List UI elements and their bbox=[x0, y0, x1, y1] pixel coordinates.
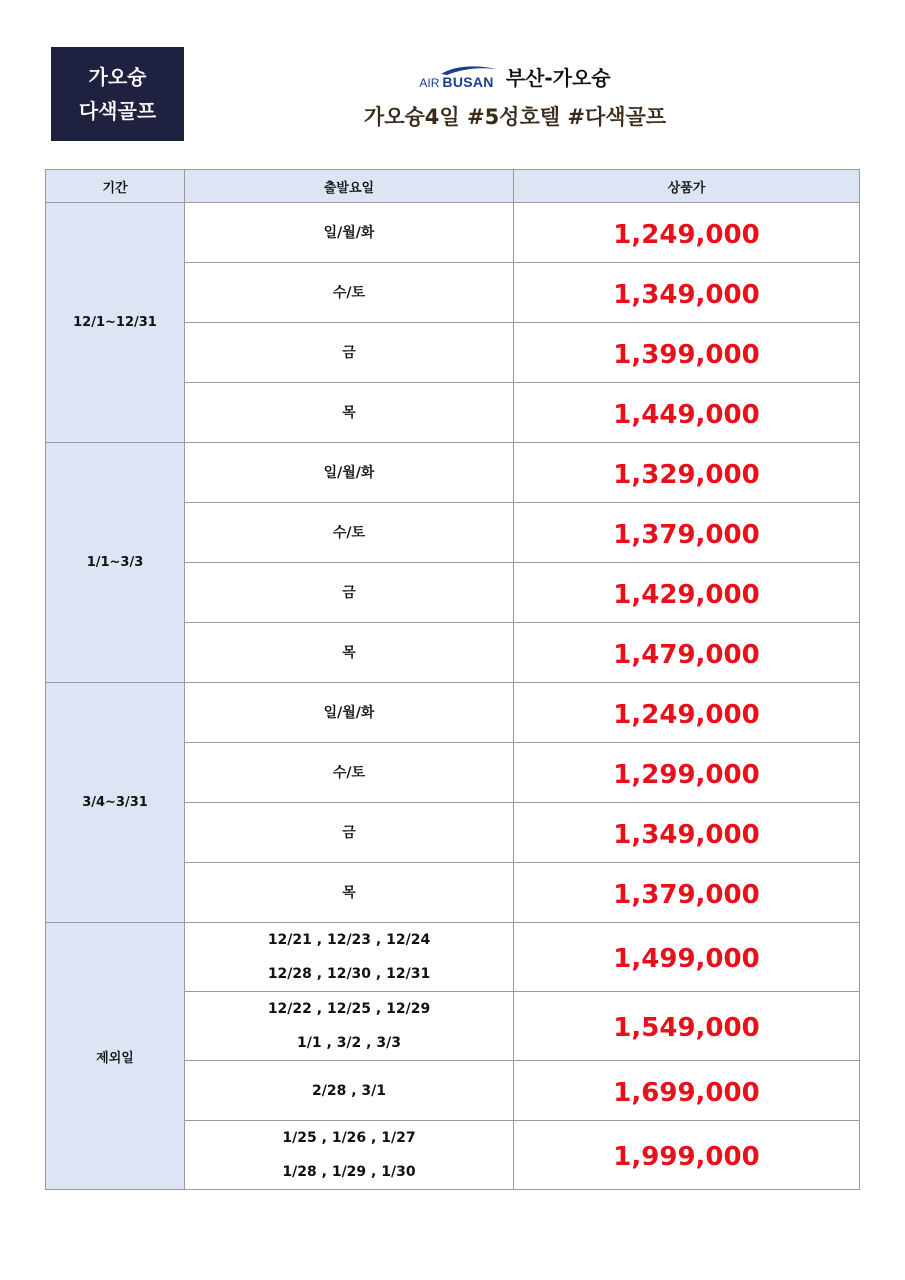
price-cell bbox=[514, 263, 860, 323]
header-days: 출발요일 bbox=[185, 170, 514, 203]
price-value: 1,429,000 bbox=[613, 579, 760, 610]
price-cell bbox=[514, 443, 860, 503]
price-cell bbox=[514, 863, 860, 923]
departure-days-cell bbox=[185, 203, 514, 263]
price-cell bbox=[514, 563, 860, 623]
departure-days-line: 일/월/화 bbox=[323, 464, 375, 481]
departure-days-line: 금 bbox=[342, 824, 356, 841]
departure-days-cell bbox=[185, 563, 514, 623]
price-cell bbox=[514, 323, 860, 383]
price-cell bbox=[514, 623, 860, 683]
departure-days-cell bbox=[185, 923, 514, 992]
price-value: 1,299,000 bbox=[613, 759, 760, 790]
header-price: 상품가 bbox=[514, 170, 860, 203]
price-cell bbox=[514, 743, 860, 803]
departure-days-line: 일/월/화 bbox=[323, 224, 375, 241]
departure-days-cell bbox=[185, 263, 514, 323]
departure-days-cell bbox=[185, 743, 514, 803]
departure-days-line: 목 bbox=[342, 404, 356, 421]
departure-days-cell bbox=[185, 1061, 514, 1121]
departure-days-cell bbox=[185, 623, 514, 683]
departure-days-cell bbox=[185, 863, 514, 923]
header-period: 기간 bbox=[46, 170, 185, 203]
price-value: 1,249,000 bbox=[613, 219, 760, 250]
price-value: 1,349,000 bbox=[613, 819, 760, 850]
page-header bbox=[300, 62, 730, 131]
price-cell bbox=[514, 992, 860, 1061]
departure-days-line: 금 bbox=[342, 584, 356, 601]
price-value: 1,479,000 bbox=[613, 639, 760, 670]
price-value: 1,379,000 bbox=[613, 879, 760, 910]
price-value: 1,249,000 bbox=[613, 699, 760, 730]
price-cell bbox=[514, 203, 860, 263]
price-value: 1,349,000 bbox=[613, 279, 760, 310]
air-busan-logo bbox=[419, 64, 493, 90]
departure-days-cell bbox=[185, 323, 514, 383]
period-cell: 3/4~3/31 bbox=[46, 683, 185, 923]
price-value: 1,549,000 bbox=[613, 1013, 760, 1043]
logo-busan-text: BUSAN bbox=[442, 73, 494, 90]
price-cell bbox=[514, 683, 860, 743]
departure-days-line: 목 bbox=[342, 884, 356, 901]
price-table bbox=[45, 169, 860, 1190]
table-row bbox=[46, 443, 860, 503]
price-cell bbox=[514, 1061, 860, 1121]
price-value: 1,499,000 bbox=[613, 944, 760, 974]
departure-days-line: 수/토 bbox=[332, 764, 366, 781]
table-row bbox=[46, 683, 860, 743]
table-header-row bbox=[46, 170, 860, 203]
departure-days-line: 12/28 , 12/30 , 12/31 bbox=[267, 966, 431, 982]
departure-days-line: 1/1 , 3/2 , 3/3 bbox=[297, 1035, 401, 1051]
departure-days-line: 수/토 bbox=[332, 284, 366, 301]
badge-line-2: 다색골프 bbox=[78, 99, 157, 123]
price-value: 1,379,000 bbox=[613, 519, 760, 550]
departure-days-line: 1/28 , 1/29 , 1/30 bbox=[282, 1164, 416, 1180]
departure-days-cell bbox=[185, 803, 514, 863]
departure-days-line: 2/28 , 3/1 bbox=[312, 1082, 386, 1099]
period-cell: 12/1~12/31 bbox=[46, 203, 185, 443]
wing-icon bbox=[439, 64, 499, 76]
departure-days-cell bbox=[185, 1121, 514, 1190]
price-value: 1,699,000 bbox=[613, 1077, 760, 1108]
table-row bbox=[46, 923, 860, 992]
departure-days-line: 12/22 , 12/25 , 12/29 bbox=[267, 1001, 431, 1017]
period-cell: 1/1~3/3 bbox=[46, 443, 185, 683]
price-cell bbox=[514, 503, 860, 563]
departure-days-line: 1/25 , 1/26 , 1/27 bbox=[282, 1130, 416, 1146]
price-cell bbox=[514, 1121, 860, 1190]
departure-days-cell bbox=[185, 683, 514, 743]
departure-days-cell bbox=[185, 503, 514, 563]
logo-air-text: AIR bbox=[419, 75, 440, 90]
badge-line-1: 가오슝 bbox=[88, 65, 147, 89]
price-value: 1,449,000 bbox=[613, 399, 760, 430]
departure-days-cell bbox=[185, 443, 514, 503]
departure-days-cell bbox=[185, 992, 514, 1061]
departure-days-line: 일/월/화 bbox=[323, 704, 375, 721]
table-row bbox=[46, 203, 860, 263]
product-badge bbox=[51, 47, 184, 141]
route-title: 부산-가오슝 bbox=[505, 66, 611, 90]
departure-days-line: 목 bbox=[342, 644, 356, 661]
price-value: 1,329,000 bbox=[613, 459, 760, 490]
price-cell bbox=[514, 923, 860, 992]
price-cell bbox=[514, 383, 860, 443]
price-value: 1,999,000 bbox=[613, 1142, 760, 1172]
product-subtitle: 가오슝4일 #5성호텔 #다색골프 bbox=[363, 105, 667, 129]
price-cell bbox=[514, 803, 860, 863]
departure-days-line: 12/21 , 12/23 , 12/24 bbox=[267, 932, 431, 948]
price-value: 1,399,000 bbox=[613, 339, 760, 370]
departure-days-line: 금 bbox=[342, 344, 356, 361]
departure-days-line: 수/토 bbox=[332, 524, 366, 541]
departure-days-cell bbox=[185, 383, 514, 443]
period-cell: 제외일 bbox=[46, 923, 185, 1190]
